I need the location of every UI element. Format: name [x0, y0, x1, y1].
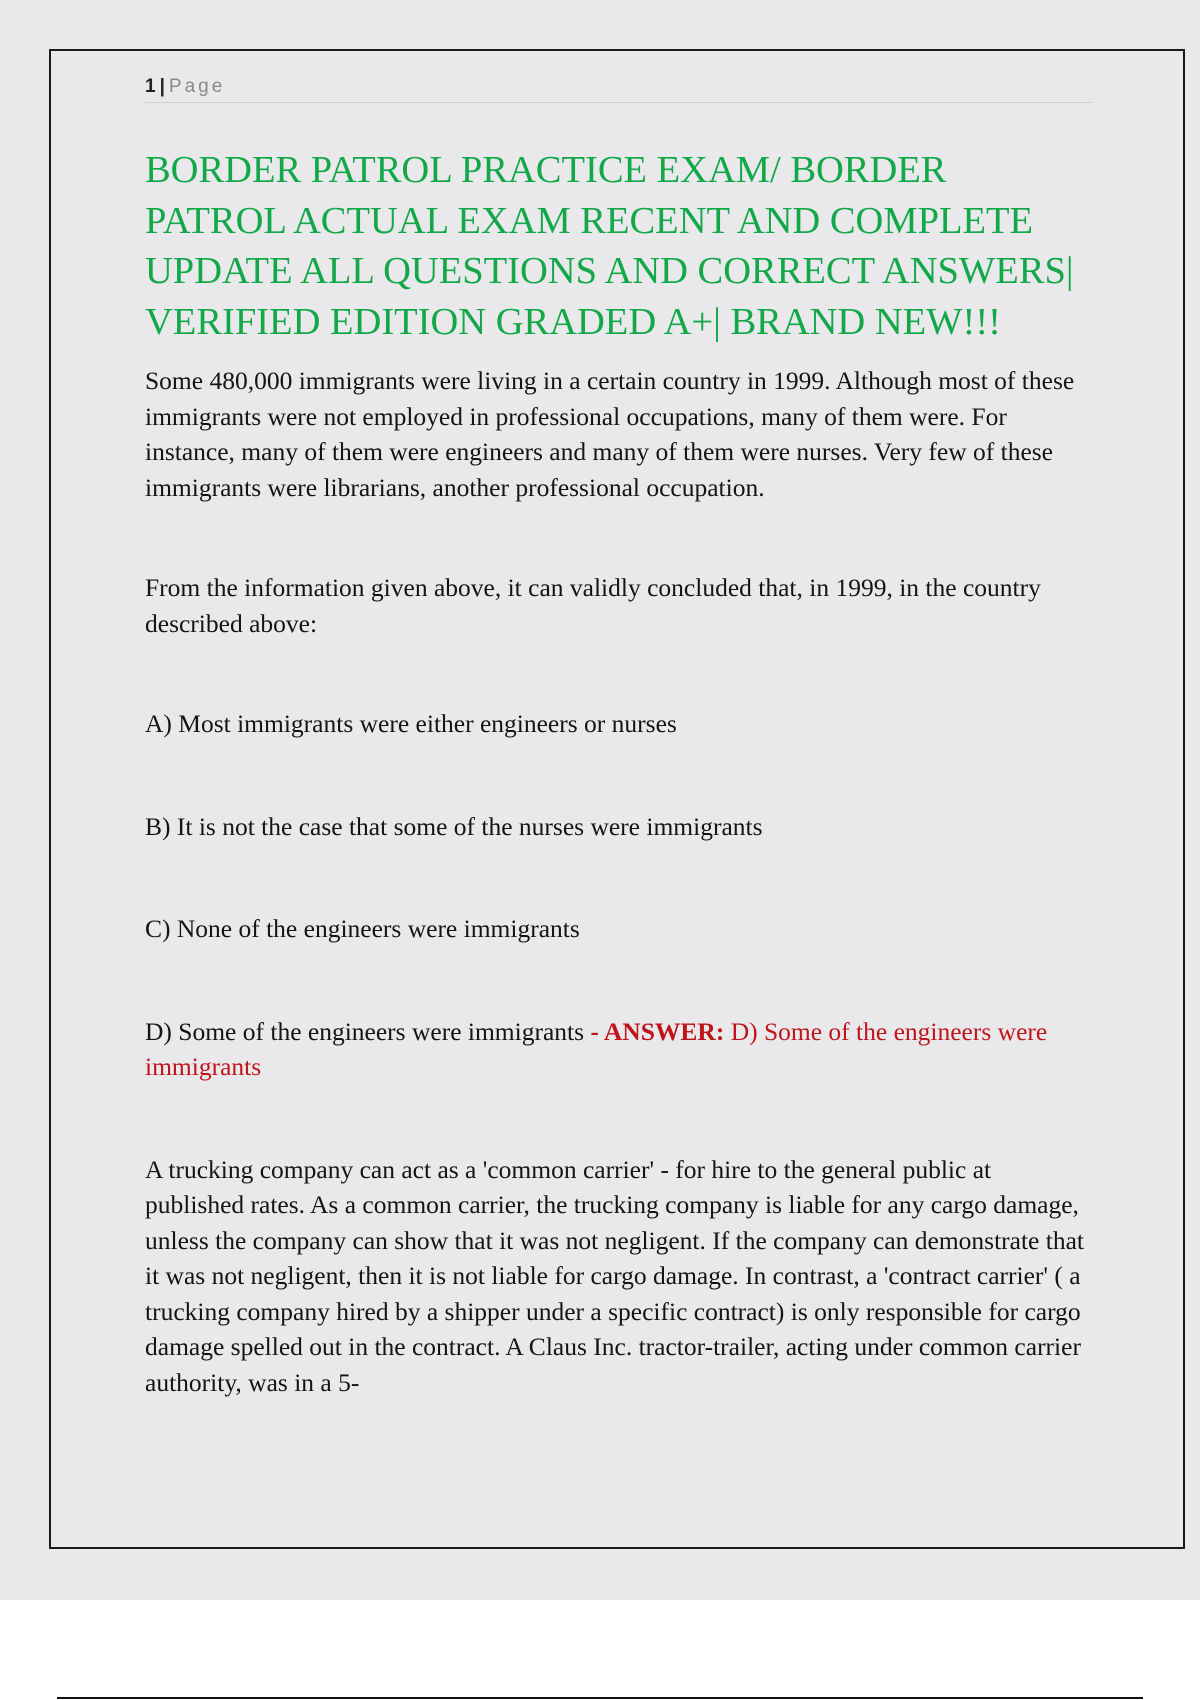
document-title: BORDER PATROL PRACTICE EXAM/ BORDER PATROL ACTUAL EXAM RECENT AND COMPLETE UPDATE ALL QUESTIONS AND CORRECT ANSWERS| VERIFIED EDITION GRADED A+| BRAND NEW!!! — [145, 149, 1074, 343]
option-d: D) Some of the engineers were immigrants — [145, 1016, 585, 1046]
question-1-passage: Some 480,000 immigrants were living in a certain country in 1999. Although most of these immigrants were not employed in professional occupations, many of them were. For instance, many of them were engineers and many of them were nurses. Very few of these immigrants were librarians, another professional occupation. — [145, 366, 1075, 502]
answer-label: - ANSWER: — [590, 1016, 725, 1046]
option-b: B) It is not the case that some of the nurses were immigrants — [145, 811, 763, 841]
page-number: 1 — [145, 76, 156, 97]
bottom-divider — [57, 1697, 1143, 1699]
answer-text: D) Some of the engineers were immigrants — [145, 1016, 1048, 1081]
option-c: C) None of the engineers were immigrants — [145, 914, 580, 943]
document-body — [145, 145, 1095, 1400]
option-d-with-answer — [145, 1014, 1095, 1085]
page-label: Page — [168, 76, 226, 97]
option-a: A) Most immigrants were either engineers or nurses — [145, 709, 677, 738]
question-2-passage: A trucking company can act as a 'common carrier' - for hire to the general public at published rates. As a common carrier, the trucking company is liable for any cargo damage, unless the company can show that it was not negligent. If the company can demonstrate that it was not negligent, then it is not liable for cargo damage. In contrast, a 'contract carrier' ( a trucking company hired by a shipper under a specific contract) is only responsible for cargo damage spelled out in the contract. A Claus Inc. tractor-trailer, acting under common carrier authority, was in a 5- — [145, 1154, 1084, 1397]
page-header — [145, 72, 1093, 103]
header-separator: | — [159, 76, 165, 97]
question-1-prompt: From the information given above, it can validly concluded that, in 1999, in the country described above: — [145, 573, 1041, 638]
